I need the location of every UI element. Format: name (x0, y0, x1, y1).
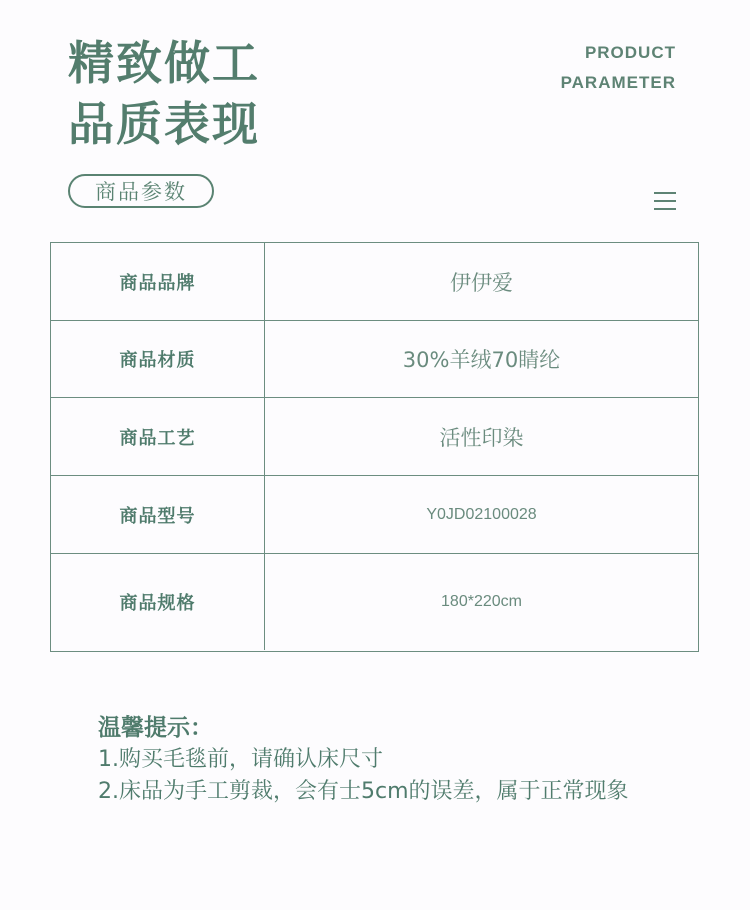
param-value-brand: 伊伊爱 (450, 270, 513, 295)
param-value-craft: 活性印染 (439, 425, 524, 450)
param-label-model: 商品型号 (51, 476, 265, 553)
table-row (51, 321, 698, 398)
table-row (51, 554, 698, 650)
param-value-size: 180*220cm (441, 593, 522, 610)
table-row (51, 243, 698, 321)
parameter-table (50, 242, 699, 652)
page-title-line-1: 精致做工 (68, 36, 260, 90)
param-label-material: 商品材质 (51, 321, 265, 397)
param-value-model: Y0JD02100028 (426, 505, 537, 523)
table-row (51, 476, 698, 554)
param-label-craft: 商品工艺 (51, 398, 265, 475)
tips-title: 温馨提示： (98, 715, 213, 741)
param-value-material: 30%羊绒70睛纶 (402, 348, 561, 372)
section-label-text: 商品参数 (95, 180, 187, 204)
menu-icon[interactable] (654, 192, 676, 210)
table-row (51, 398, 698, 476)
english-heading-line-2: PARAMETER (560, 73, 676, 92)
tips-line-2: 2.床品为手工剪裁，会有士5cm的误差，属于正常现象 (98, 779, 629, 804)
tips-line-1: 1.购买毛毯前，请确认床尺寸 (98, 747, 383, 772)
param-label-brand: 商品品牌 (51, 243, 265, 320)
english-heading-line-1: PRODUCT (584, 43, 676, 62)
section-label-pill (68, 174, 214, 208)
tips-block (98, 712, 629, 808)
param-label-size: 商品规格 (51, 554, 265, 650)
page-title-line-2: 品质表现 (68, 97, 260, 151)
